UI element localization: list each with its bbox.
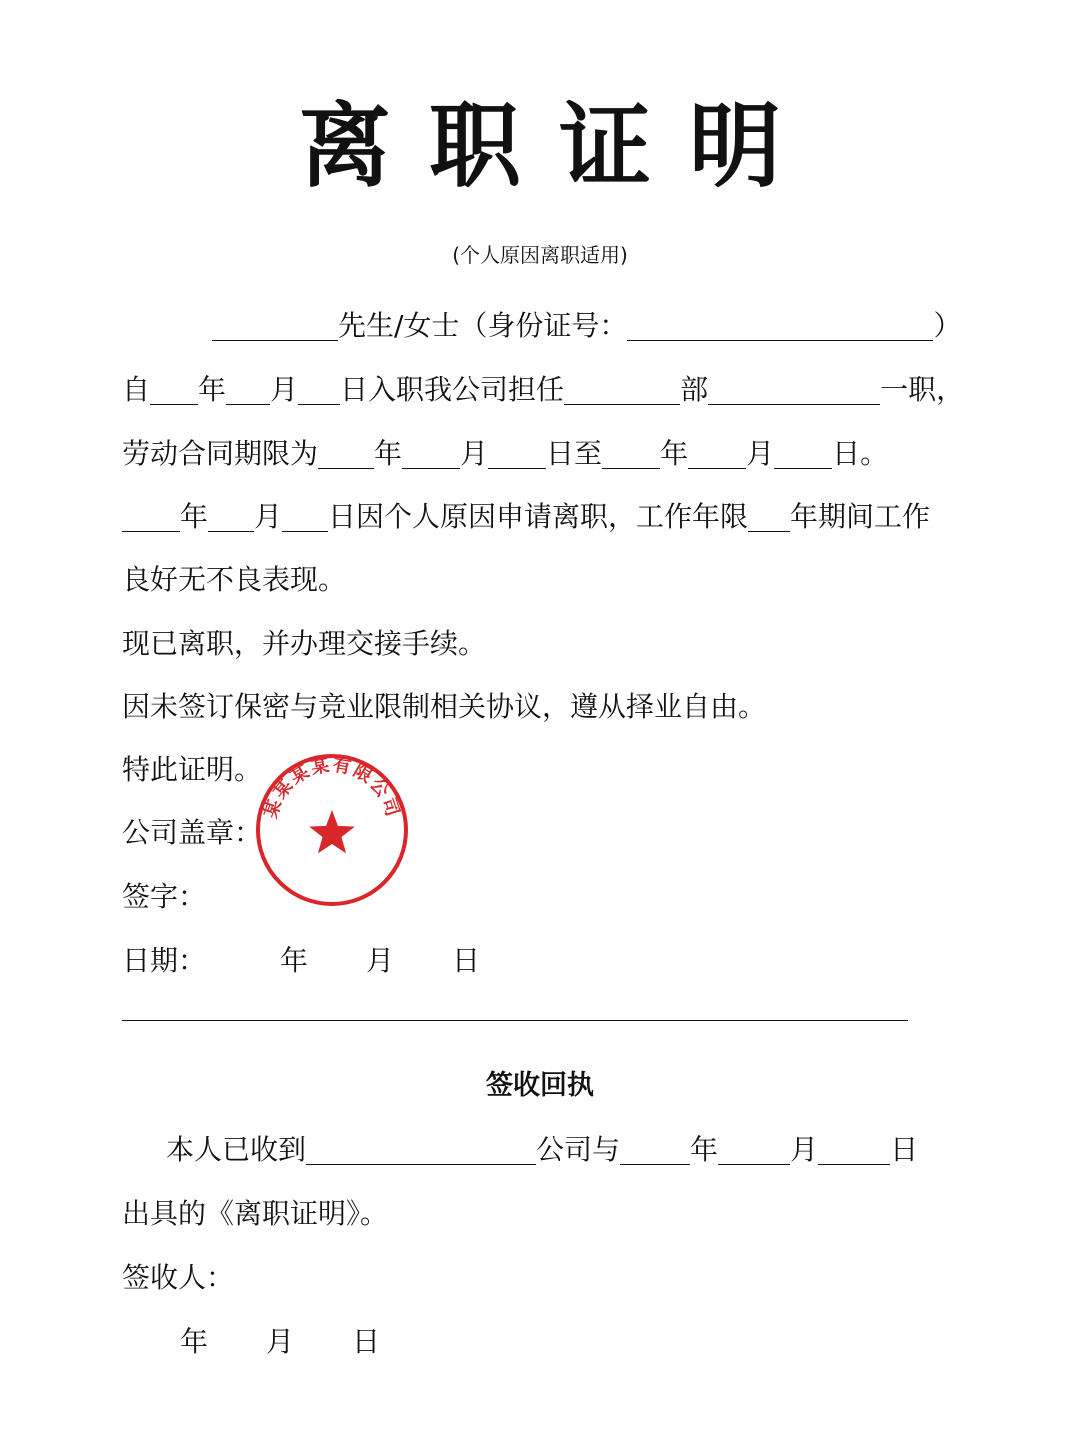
receipt-month-blank[interactable]: [718, 1134, 790, 1165]
id-number-blank[interactable]: [627, 310, 933, 341]
receipt-title: 签收回执: [486, 1070, 594, 1101]
receipt-date-line: 年 月 日: [180, 1325, 381, 1358]
contract-period-line: 劳动合同期限为 年 月 日至 年 月 日。: [122, 437, 889, 470]
company-seal-label: 公司盖章：: [122, 816, 263, 849]
name-blank[interactable]: [212, 310, 338, 341]
contract-end-day-blank[interactable]: [774, 438, 832, 469]
receipt-issued-line: 出具的《离职证明》。: [122, 1197, 389, 1230]
position-blank[interactable]: [708, 374, 880, 405]
certification-line: 特此证明。: [122, 753, 263, 786]
resign-day-blank[interactable]: [282, 501, 328, 532]
contract-start-year-blank[interactable]: [318, 438, 374, 469]
start-month-blank[interactable]: [226, 374, 270, 405]
non-compete-line: 因未签订保密与竞业限制相关协议，遵从择业自由。: [122, 690, 767, 723]
receipt-received-line: 本人已收到 公司与 年 月 日: [166, 1133, 919, 1166]
start-day-blank[interactable]: [298, 374, 340, 405]
receipt-year-blank[interactable]: [620, 1134, 690, 1165]
signature-label: 签字：: [122, 880, 207, 913]
department-blank[interactable]: [564, 374, 680, 405]
seal-text: 某某某某有限公司: [260, 754, 404, 821]
section-divider: [122, 1020, 908, 1021]
employment-line: 自 年 月 日入职我公司担任 部 一职，: [122, 373, 965, 406]
company-seal: [254, 752, 410, 908]
receipt-company-blank[interactable]: [306, 1134, 536, 1165]
document-date-line: 日期： 年 月 日: [122, 944, 481, 977]
contract-start-month-blank[interactable]: [402, 438, 460, 469]
contract-start-day-blank[interactable]: [488, 438, 546, 469]
document-subtitle: (个人原因离职适用): [452, 243, 628, 267]
receipt-signer-label: 签收人：: [122, 1261, 235, 1294]
document-title: 离职证明: [298, 93, 819, 200]
star-icon: [309, 810, 355, 853]
resign-month-blank[interactable]: [208, 501, 254, 532]
contract-end-month-blank[interactable]: [688, 438, 746, 469]
name-id-line: 先生/女士（身份证号： ）: [212, 306, 961, 346]
resignation-date-line: 年 月 日因个人原因申请离职，工作年限 年期间工作: [122, 497, 930, 537]
resign-year-blank[interactable]: [122, 501, 180, 532]
performance-line: 良好无不良表现。: [122, 563, 347, 596]
handover-line: 现已离职，并办理交接手续。: [122, 627, 487, 660]
receipt-day-blank[interactable]: [818, 1134, 890, 1165]
contract-end-year-blank[interactable]: [602, 438, 660, 469]
work-years-blank[interactable]: [748, 501, 790, 532]
start-year-blank[interactable]: [150, 374, 198, 405]
